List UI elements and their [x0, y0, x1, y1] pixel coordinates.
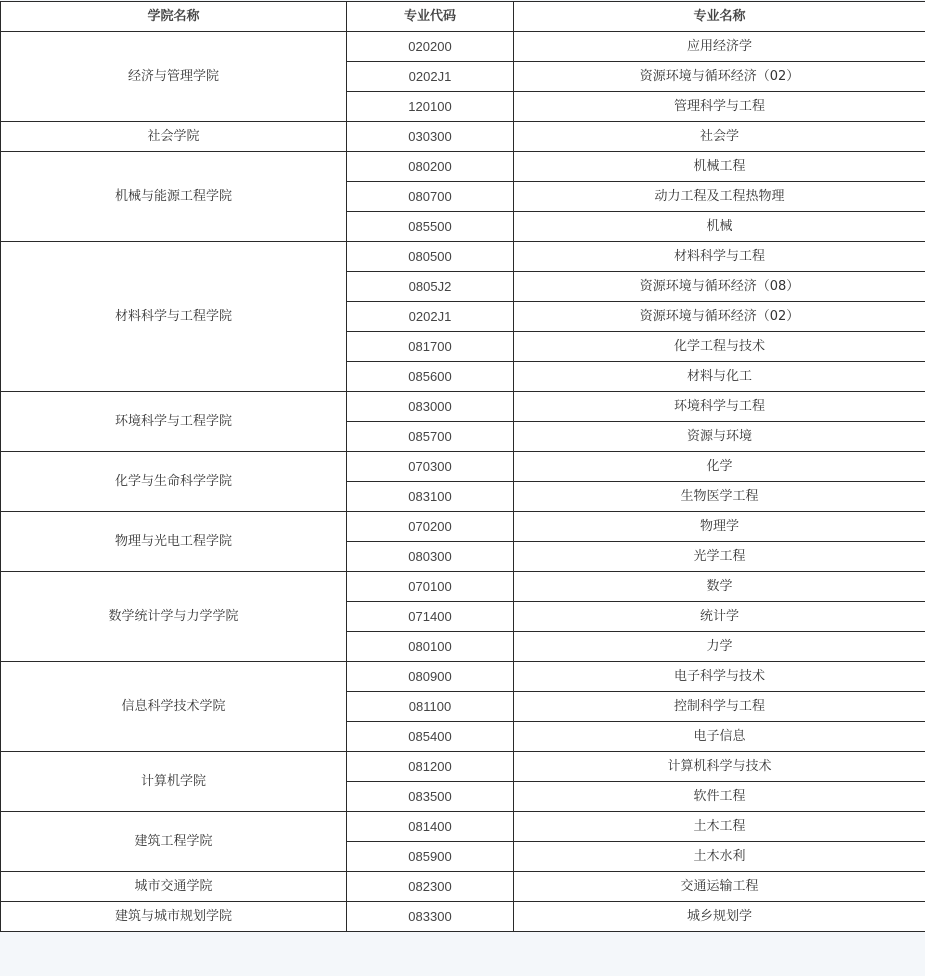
major-name-cell: 光学工程	[514, 542, 925, 572]
major-code-cell: 0202J1	[347, 302, 514, 332]
college-name-cell: 计算机学院	[1, 752, 347, 812]
college-name-cell: 建筑与城市规划学院	[1, 902, 347, 932]
major-name-cell: 电子科学与技术	[514, 662, 925, 692]
major-name-cell: 应用经济学	[514, 32, 925, 62]
major-name-cell: 土木水利	[514, 842, 925, 872]
major-code-cell: 080700	[347, 182, 514, 212]
college-name-cell: 社会学院	[1, 122, 347, 152]
major-name-cell: 管理科学与工程	[514, 92, 925, 122]
major-code-cell: 085500	[347, 212, 514, 242]
major-code-cell: 030300	[347, 122, 514, 152]
major-code-cell: 081400	[347, 812, 514, 842]
college-name-cell: 机械与能源工程学院	[1, 152, 347, 242]
major-name-cell: 力学	[514, 632, 925, 662]
header-college: 学院名称	[1, 2, 347, 32]
major-name-cell: 社会学	[514, 122, 925, 152]
major-name-cell: 生物医学工程	[514, 482, 925, 512]
major-name-cell: 计算机科学与技术	[514, 752, 925, 782]
major-code-cell: 0805J2	[347, 272, 514, 302]
table-row	[1, 662, 925, 692]
major-code-cell: 020200	[347, 32, 514, 62]
major-code-cell: 085600	[347, 362, 514, 392]
college-name-cell: 材料科学与工程学院	[1, 242, 347, 392]
table-row	[1, 572, 925, 602]
major-code-cell: 0202J1	[347, 62, 514, 92]
major-code-cell: 070200	[347, 512, 514, 542]
major-table	[0, 1, 925, 932]
major-code-cell: 082300	[347, 872, 514, 902]
major-name-cell: 资源与环境	[514, 422, 925, 452]
major-name-cell: 软件工程	[514, 782, 925, 812]
table-row	[1, 752, 925, 782]
college-name-cell: 经济与管理学院	[1, 32, 347, 122]
major-code-cell: 085900	[347, 842, 514, 872]
major-name-cell: 资源环境与循环经济（02）	[514, 62, 925, 92]
major-name-cell: 机械工程	[514, 152, 925, 182]
college-name-cell: 数学统计学与力学学院	[1, 572, 347, 662]
table-row	[1, 242, 925, 272]
major-table-container	[0, 1, 925, 932]
table-body	[1, 32, 925, 932]
table-row	[1, 32, 925, 62]
major-code-cell: 083500	[347, 782, 514, 812]
header-row	[1, 2, 925, 32]
college-name-cell: 化学与生命科学学院	[1, 452, 347, 512]
major-name-cell: 材料与化工	[514, 362, 925, 392]
major-code-cell: 085700	[347, 422, 514, 452]
major-name-cell: 统计学	[514, 602, 925, 632]
college-name-cell: 物理与光电工程学院	[1, 512, 347, 572]
major-name-cell: 化学工程与技术	[514, 332, 925, 362]
major-name-cell: 资源环境与循环经济（02）	[514, 302, 925, 332]
table-row	[1, 812, 925, 842]
college-name-cell: 城市交通学院	[1, 872, 347, 902]
header-major: 专业名称	[514, 2, 925, 32]
major-code-cell: 085400	[347, 722, 514, 752]
major-name-cell: 动力工程及工程热物理	[514, 182, 925, 212]
major-code-cell: 080100	[347, 632, 514, 662]
major-name-cell: 土木工程	[514, 812, 925, 842]
college-name-cell: 信息科学技术学院	[1, 662, 347, 752]
major-name-cell: 控制科学与工程	[514, 692, 925, 722]
major-name-cell: 资源环境与循环经济（08）	[514, 272, 925, 302]
major-name-cell: 物理学	[514, 512, 925, 542]
major-name-cell: 化学	[514, 452, 925, 482]
major-name-cell: 环境科学与工程	[514, 392, 925, 422]
table-row	[1, 452, 925, 482]
major-name-cell: 机械	[514, 212, 925, 242]
major-code-cell: 081200	[347, 752, 514, 782]
table-row	[1, 512, 925, 542]
table-row	[1, 392, 925, 422]
table-row	[1, 902, 925, 932]
major-name-cell: 交通运输工程	[514, 872, 925, 902]
major-code-cell: 081100	[347, 692, 514, 722]
major-code-cell: 071400	[347, 602, 514, 632]
major-code-cell: 080500	[347, 242, 514, 272]
major-code-cell: 081700	[347, 332, 514, 362]
table-row	[1, 122, 925, 152]
major-name-cell: 电子信息	[514, 722, 925, 752]
major-code-cell: 083000	[347, 392, 514, 422]
major-name-cell: 数学	[514, 572, 925, 602]
major-code-cell: 080200	[347, 152, 514, 182]
major-code-cell: 120100	[347, 92, 514, 122]
college-name-cell: 建筑工程学院	[1, 812, 347, 872]
major-code-cell: 070300	[347, 452, 514, 482]
major-code-cell: 083300	[347, 902, 514, 932]
table-row	[1, 872, 925, 902]
major-name-cell: 材料科学与工程	[514, 242, 925, 272]
major-name-cell: 城乡规划学	[514, 902, 925, 932]
table-row	[1, 152, 925, 182]
header-code: 专业代码	[347, 2, 514, 32]
major-code-cell: 083100	[347, 482, 514, 512]
major-code-cell: 080300	[347, 542, 514, 572]
major-code-cell: 070100	[347, 572, 514, 602]
major-code-cell: 080900	[347, 662, 514, 692]
college-name-cell: 环境科学与工程学院	[1, 392, 347, 452]
